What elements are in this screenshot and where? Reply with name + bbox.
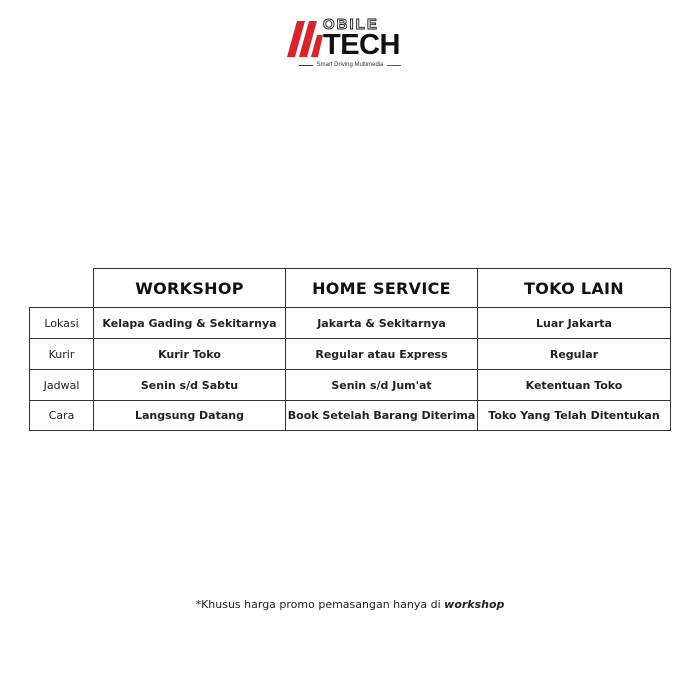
row-label-cara: Cara: [29, 400, 94, 431]
tagline-rule-left: [299, 65, 313, 66]
table-cell: Ketentuan Toko: [477, 369, 671, 401]
table-cell: Kurir Toko: [93, 338, 286, 370]
table-cell: Regular: [477, 338, 671, 370]
table-cell: Toko Yang Telah Ditentukan: [477, 400, 671, 431]
table-cell: Luar Jakarta: [477, 307, 671, 339]
table-cell: Regular atau Express: [285, 338, 478, 370]
footnote-text: *Khusus harga promo pemasangan hanya di: [195, 598, 445, 611]
row-label-kurir: Kurir: [29, 338, 94, 370]
promo-footnote: [0, 598, 700, 611]
table-cell: Kelapa Gading & Sekitarnya: [93, 307, 286, 339]
table-cell: Langsung Datang: [93, 400, 286, 431]
table-cell: Senin s/d Jum'at: [285, 369, 478, 401]
table-cell: Jakarta & Sekitarnya: [285, 307, 478, 339]
column-header-workshop: WORKSHOP: [93, 268, 286, 308]
row-label-jadwal: Jadwal: [29, 369, 94, 401]
brand-logo: [287, 18, 413, 70]
logo-top-text: OBILE: [323, 16, 379, 33]
tagline-rule-right: [387, 65, 401, 66]
table-cell: Senin s/d Sabtu: [93, 369, 286, 401]
logo-tagline-row: [287, 60, 413, 70]
row-label-lokasi: Lokasi: [29, 307, 94, 339]
column-header-toko-lain: TOKO LAIN: [477, 268, 671, 308]
table-cell: Book Setelah Barang Diterima: [285, 400, 478, 431]
logo-m-mark-icon: [287, 21, 323, 57]
column-header-home-service: HOME SERVICE: [285, 268, 478, 308]
service-comparison-table: [29, 268, 671, 431]
footnote-emphasis: workshop: [444, 598, 505, 611]
logo-main-text: TECH: [323, 29, 400, 61]
logo-tagline: Smart Driving Multimedia: [316, 62, 384, 68]
